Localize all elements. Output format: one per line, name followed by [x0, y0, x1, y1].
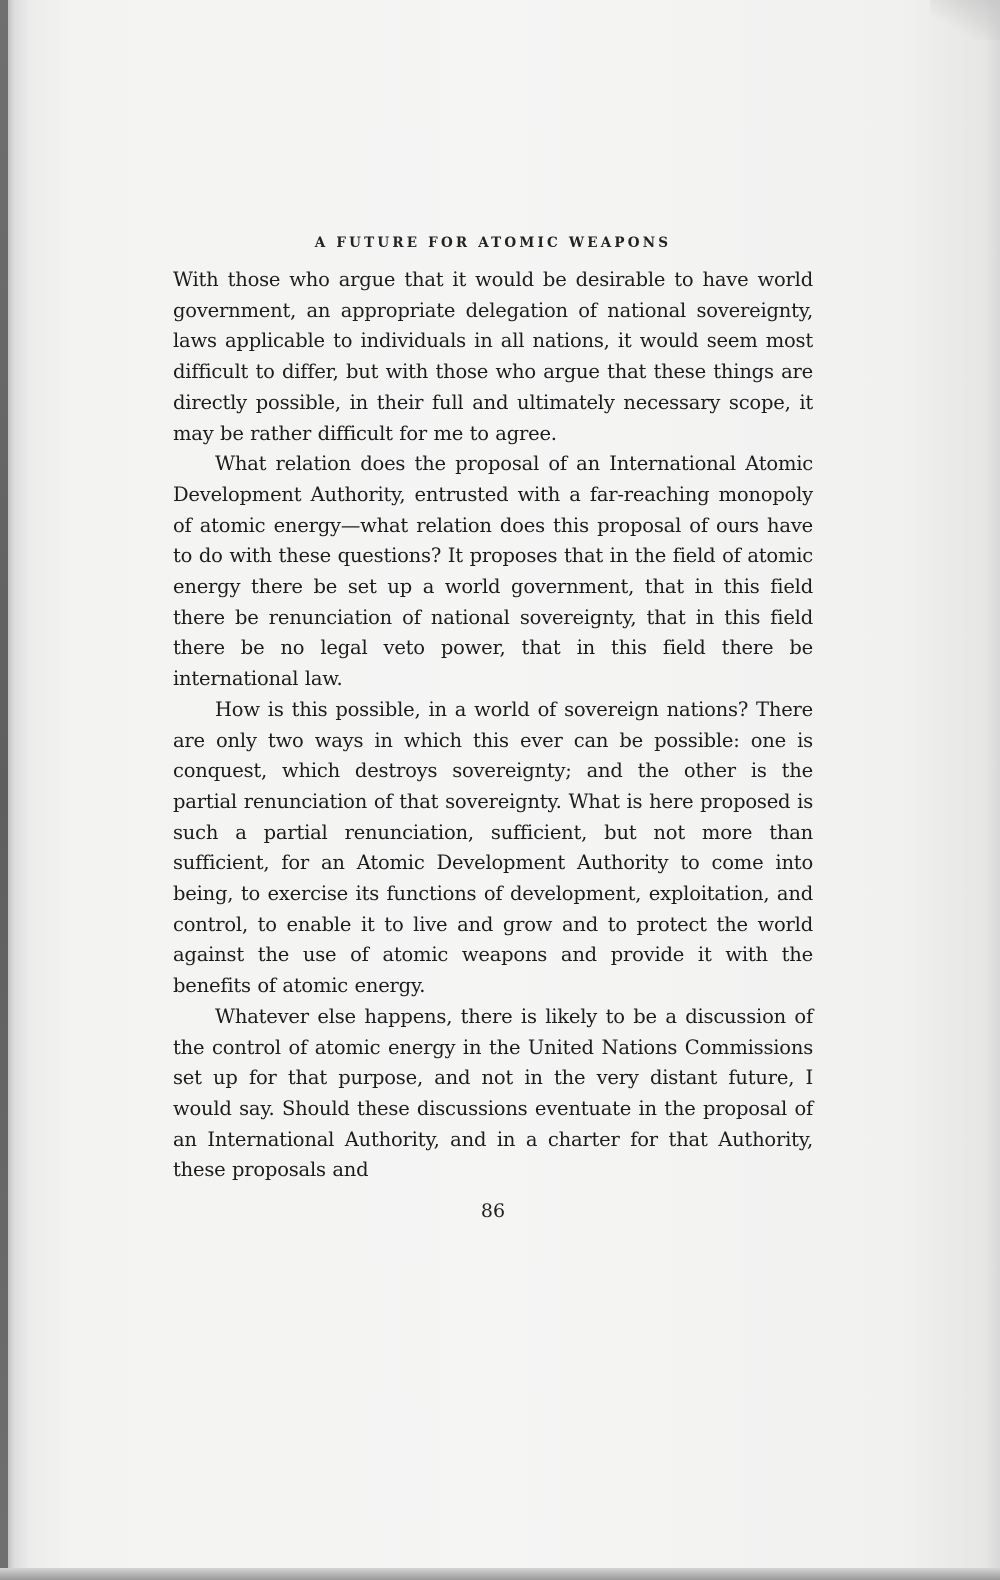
paragraph-2: What relation does the proposal of an International Atomic Development Authority, entrusted with a far-reaching monopoly of atomic energy—what relation does this proposal of ours have to do with these questions? It proposes that in the field of atomic energy there be set up a world government, that in this field there be renunciation of national sovereignty, that in this field there be no legal veto power, that in this field there be international law. — [173, 452, 813, 691]
paragraph-3: How is this possible, in a world of sovereign nations? There are only two ways in which this ever can be possible: one is conquest, which destroys sovereignty; and the other is the partial renunciation of that sovereignty. What is here proposed is such a partial renunciation, sufficient, but not more than sufficient, for an Atomic Development Authority to come into being, to exercise its functions of development, exploitation, and control, to enable it to live and grow and to protect the world against the use of atomic weapons and provide it with the benefits of atomic energy. — [173, 697, 813, 998]
page-number: 86 — [480, 1200, 506, 1223]
running-head: A FUTURE FOR ATOMIC WEAPONS — [314, 235, 672, 251]
book-page — [173, 235, 813, 1222]
paragraph-1: With those who argue that it would be desirable to have world government, an appropriate delegation of national sovereignty, laws applicable to individuals in all nations, it would seem most difficult to differ, but with those who argue that these things are directly possible, in their full and ultimately necessary scope, it may be rather difficult for me to agree. — [173, 268, 813, 445]
paragraph-4: Whatever else happens, there is likely to be a discussion of the control of atomic energy in the United Nations Commissions set up for that purpose, and not in the very distant future, I would say. Should these discussions eventuate in the proposal of an International Authority, and in a charter for that Authority, these proposals and — [173, 1004, 813, 1182]
page-bottom-shadow — [0, 1568, 1000, 1580]
page-corner-shadow — [930, 0, 1000, 40]
book-spine-shadow — [0, 0, 8, 1580]
